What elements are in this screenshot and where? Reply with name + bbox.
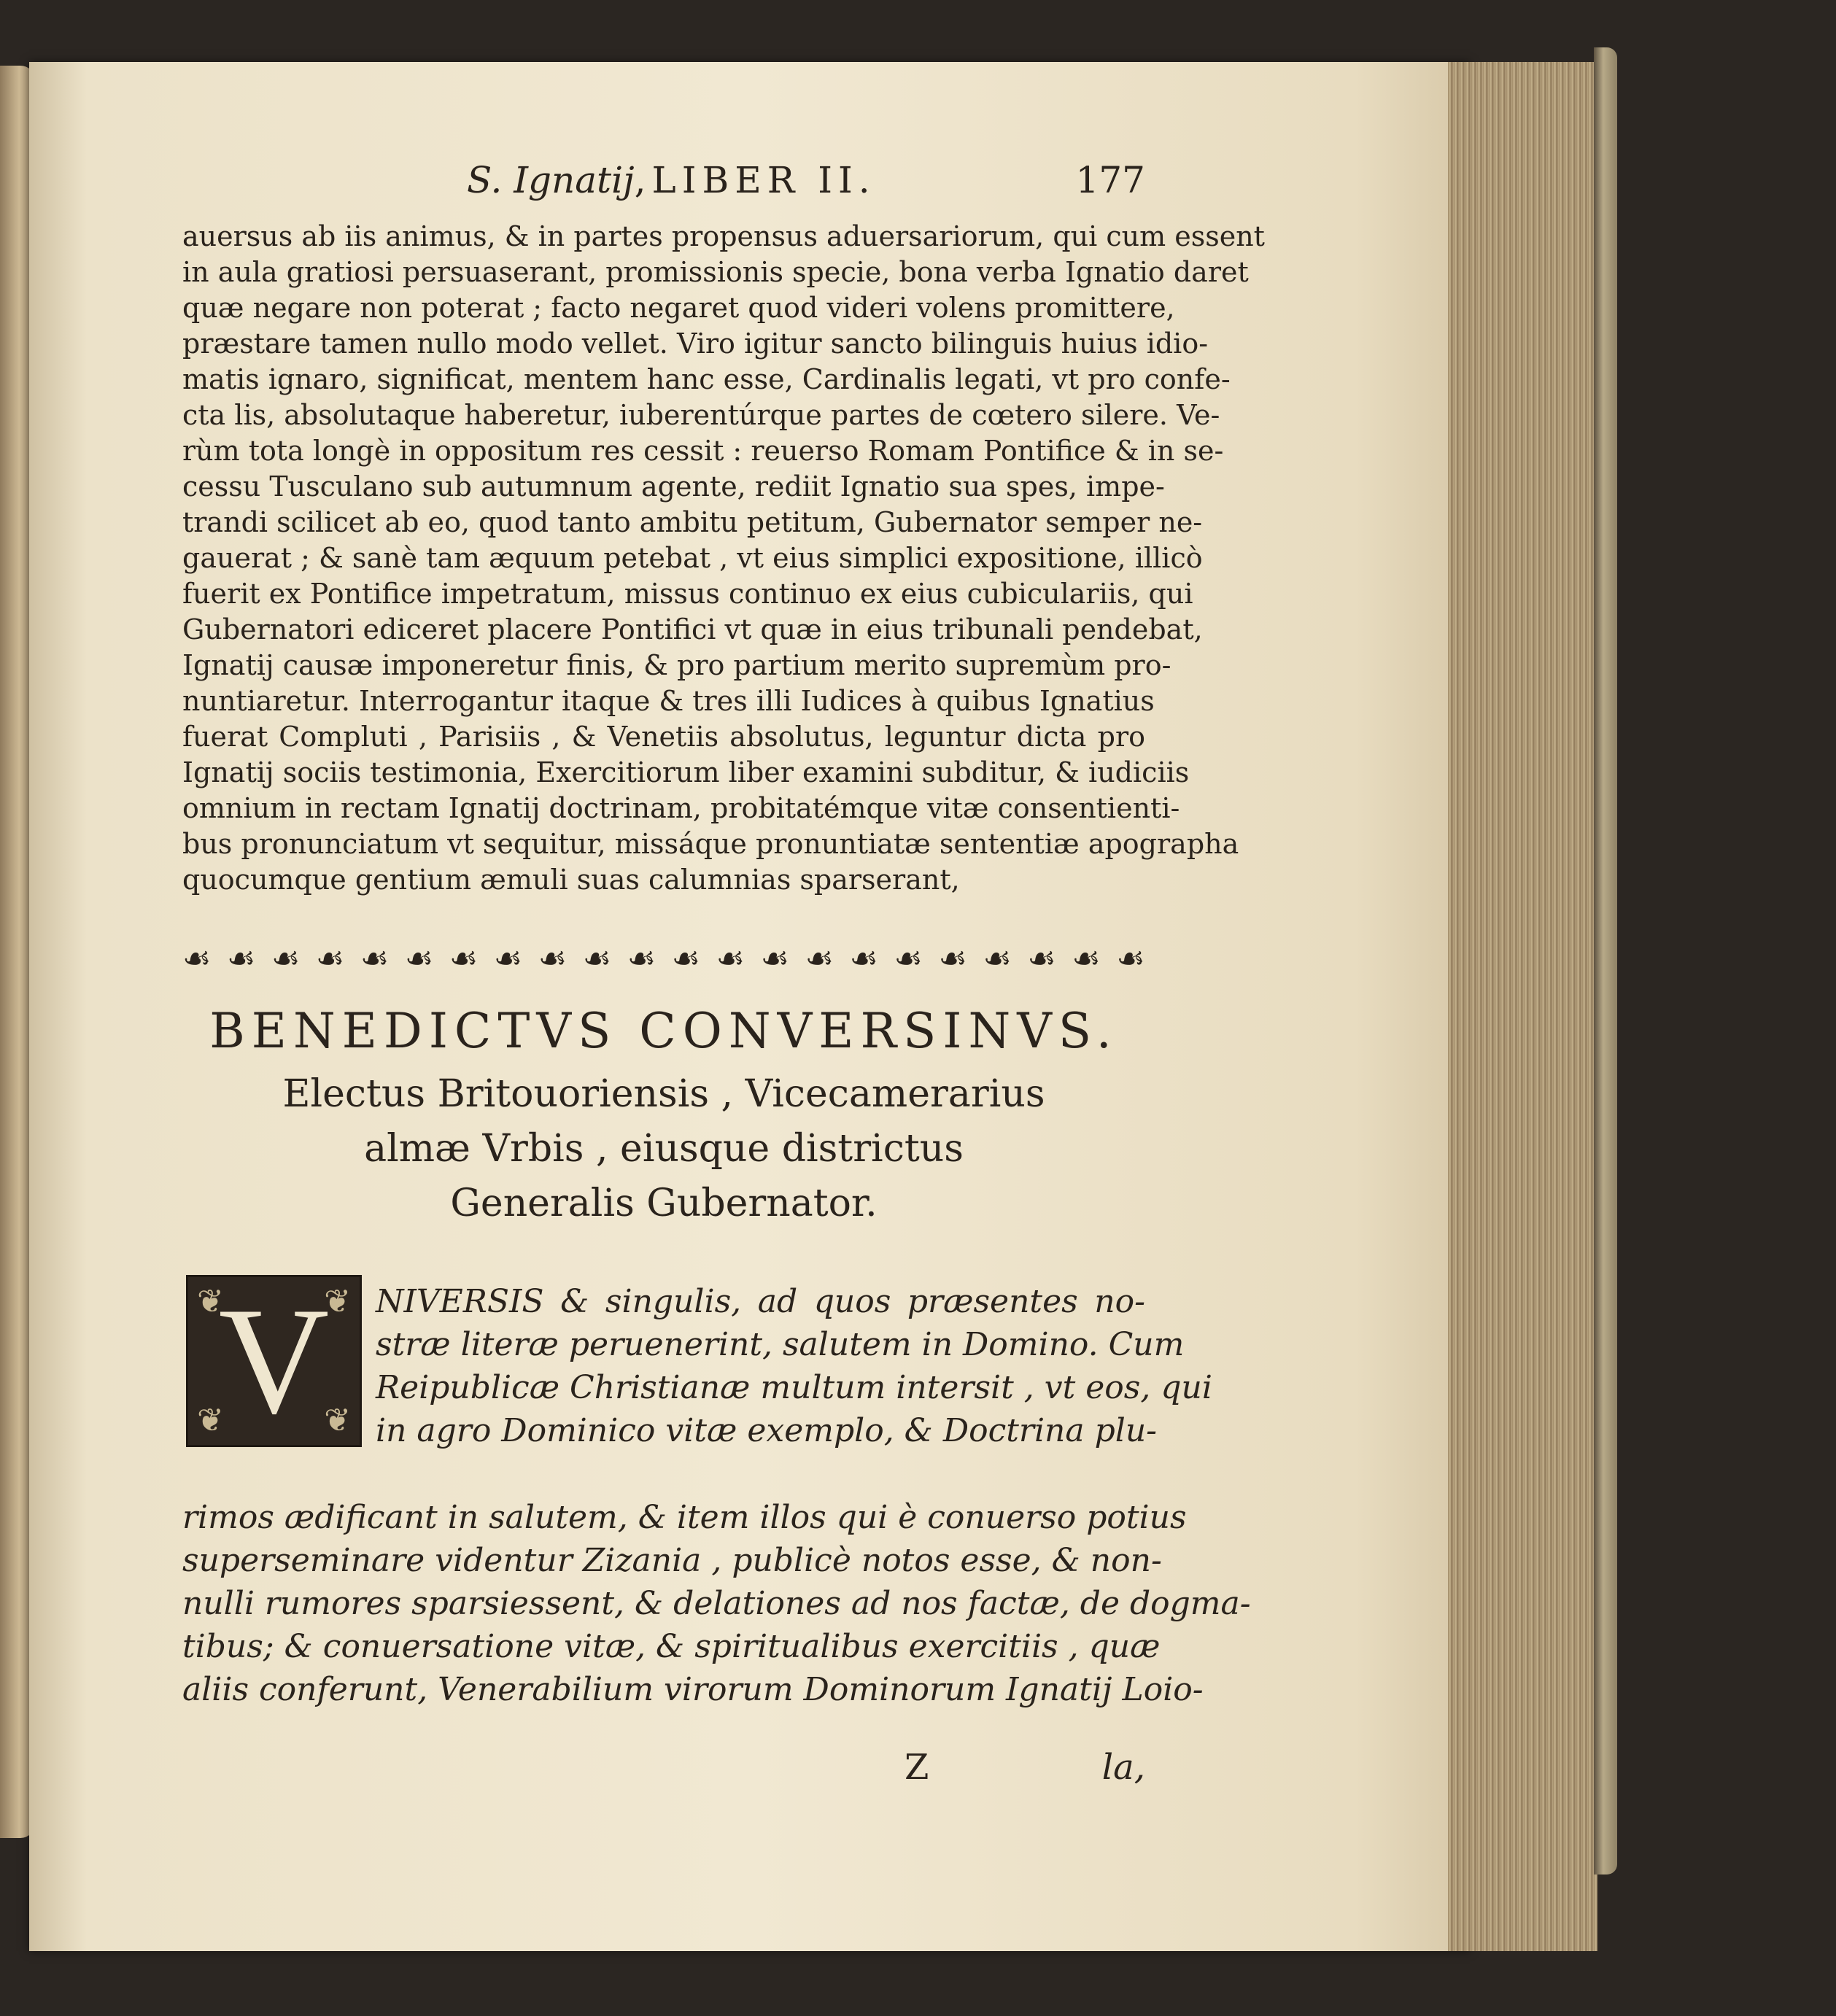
- text-line: fuerat Compluti , Parisiis , & Venetiis absolutus, leguntur dicta pro: [182, 721, 1145, 753]
- fleuron-icon: ☙: [182, 940, 212, 977]
- decorated-initial: [186, 1275, 362, 1447]
- page-number: 177: [1075, 159, 1145, 201]
- fleuron-icon: ☙: [493, 940, 523, 977]
- text-line: tibus; & conuersatione vitæ, & spiritualibus exercitiis , quæ: [182, 1628, 1161, 1665]
- catchword: la,: [1101, 1747, 1145, 1788]
- text-line: NIVERSIS & singulis, ad quos præsentes no-: [376, 1283, 1145, 1320]
- running-header: [182, 159, 1145, 217]
- fleuron-icon: ☙: [671, 940, 701, 977]
- text-line: superseminare videntur Zizania , publicè notos esse, & non-: [182, 1542, 1162, 1579]
- text-line: Ignatij sociis testimonia, Exercitiorum liber examini subditur, & iudiciis: [182, 756, 1190, 788]
- text-line: stræ literæ peruenerint, salutem in Domino. Cum: [376, 1326, 1185, 1363]
- fleuron-icon: ☙: [805, 940, 834, 977]
- body-paragraph: [182, 219, 1265, 898]
- text-line: auersus ab iis animus, & in partes propensus aduersariorum, qui cum essent: [182, 220, 1265, 252]
- subtitle-line: Generalis Gubernator.: [450, 1182, 878, 1225]
- running-title: [467, 159, 876, 201]
- text-line: præstare tamen nullo modo vellet. Viro igitur sancto bilinguis huius idio-: [182, 327, 1209, 360]
- vine-ornament-icon: ❦: [197, 1402, 224, 1439]
- text-line: bus pronunciatum vt sequitur, missáque pronuntiatæ sententiæ apographa: [182, 828, 1239, 860]
- fleuron-icon: ☙: [1116, 940, 1145, 977]
- text-line: in agro Dominico vitæ exemplo, & Doctrina plu-: [376, 1412, 1158, 1449]
- fleuron-icon: ☙: [315, 940, 345, 977]
- text-line: Ignatij causæ imponeretur finis, & pro partium merito supremùm pro-: [182, 649, 1171, 681]
- decree-text: [182, 1496, 1251, 1711]
- text-line: omnium in rectam Ignatij doctrinam, probitatémque vitæ consentienti-: [182, 792, 1180, 824]
- subtitle-line: almæ Vrbis , eiusque districtus: [364, 1127, 964, 1171]
- text-line: trandi scilicet ab eo, quod tanto ambitu petitum, Gubernator semper ne-: [182, 506, 1203, 538]
- decree-text-indented: [376, 1280, 1212, 1452]
- fleuron-icon: ☙: [1072, 940, 1101, 977]
- fleuron-icon: ☙: [716, 940, 745, 977]
- fleuron-icon: ☙: [449, 940, 479, 977]
- fleuron-icon: ☙: [894, 940, 923, 977]
- fleuron-icon: ☙: [983, 940, 1012, 977]
- page-block-edges: [1448, 62, 1597, 1951]
- text-line: Reipublicæ Christianæ multum intersit , vt eos, qui: [376, 1369, 1212, 1406]
- text-line: fuerit ex Pontifice impetratum, missus continuo ex eius cubiculariis, qui: [182, 578, 1193, 610]
- text-line: rùm tota longè in oppositum res cessit : reuerso Romam Pontifice & in se-: [182, 435, 1224, 467]
- vine-ornament-icon: ❦: [324, 1283, 351, 1320]
- fleuron-icon: ☙: [849, 940, 878, 977]
- text-line: quocumque gentium æmuli suas calumnias sparserant,: [182, 864, 960, 896]
- text-line: Gubernatori ediceret placere Pontifici vt quæ in eius tribunali pendebat,: [182, 613, 1203, 645]
- fleuron-icon: ☙: [938, 940, 967, 977]
- book-cover-edge: [1594, 47, 1617, 1875]
- text-line: cessu Tusculano sub autumnum agente, rediit Ignatio sua spes, impe-: [182, 470, 1165, 503]
- text-line: quæ negare non poterat ; facto negaret quod videri volens promittere,: [182, 292, 1175, 324]
- text-line: in aula gratiosi persuaserant, promissionis specie, bona verba Ignatio daret: [182, 256, 1249, 288]
- initial-letter: V: [218, 1276, 330, 1446]
- ornament-band: [182, 937, 1145, 981]
- fleuron-icon: ☙: [404, 940, 434, 977]
- text-line: rimos ædificant in salutem, & item illos qui è conuerso potius: [182, 1499, 1187, 1536]
- fleuron-icon: ☙: [1027, 940, 1056, 977]
- vine-ornament-icon: ❦: [197, 1283, 224, 1320]
- subtitle-line: Electus Britouoriensis , Vicecamerarius: [282, 1072, 1045, 1116]
- running-title-caps: ,LIBER II.: [634, 159, 876, 201]
- fleuron-icon: ☙: [226, 940, 256, 977]
- vine-ornament-icon: ❦: [324, 1402, 351, 1439]
- fleuron-icon: ☙: [760, 940, 790, 977]
- text-line: aliis conferunt, Venerabilium virorum Dominorum Ignatij Loio-: [182, 1671, 1204, 1708]
- fleuron-icon: ☙: [582, 940, 612, 977]
- text-line: nulli rumores sparsiessent, & delationes ad nos factæ, de dogma-: [182, 1585, 1251, 1622]
- fleuron-icon: ☙: [271, 940, 301, 977]
- text-line: gauerat ; & sanè tam æquum petebat , vt eius simplici expositione, illicò: [182, 542, 1203, 574]
- signature-mark: Z: [905, 1747, 929, 1788]
- fleuron-icon: ☙: [627, 940, 656, 977]
- text-line: nuntiaretur. Interrogantur itaque & tres illi Iudices à quibus Ignatius: [182, 685, 1155, 717]
- text-line: matis ignaro, significat, mentem hanc esse, Cardinalis legati, vt pro confe-: [182, 363, 1231, 395]
- fleuron-icon: ☙: [360, 940, 390, 977]
- fleuron-icon: ☙: [538, 940, 568, 977]
- page-footer: [182, 1747, 1145, 1798]
- section-title: BENEDICTVS CONVERSINVS.: [209, 1003, 1118, 1059]
- text-line: cta lis, absolutaque haberetur, iuberentúrque partes de cœtero silere. Ve-: [182, 399, 1220, 431]
- running-title-italic: S. Ignatij: [467, 159, 635, 201]
